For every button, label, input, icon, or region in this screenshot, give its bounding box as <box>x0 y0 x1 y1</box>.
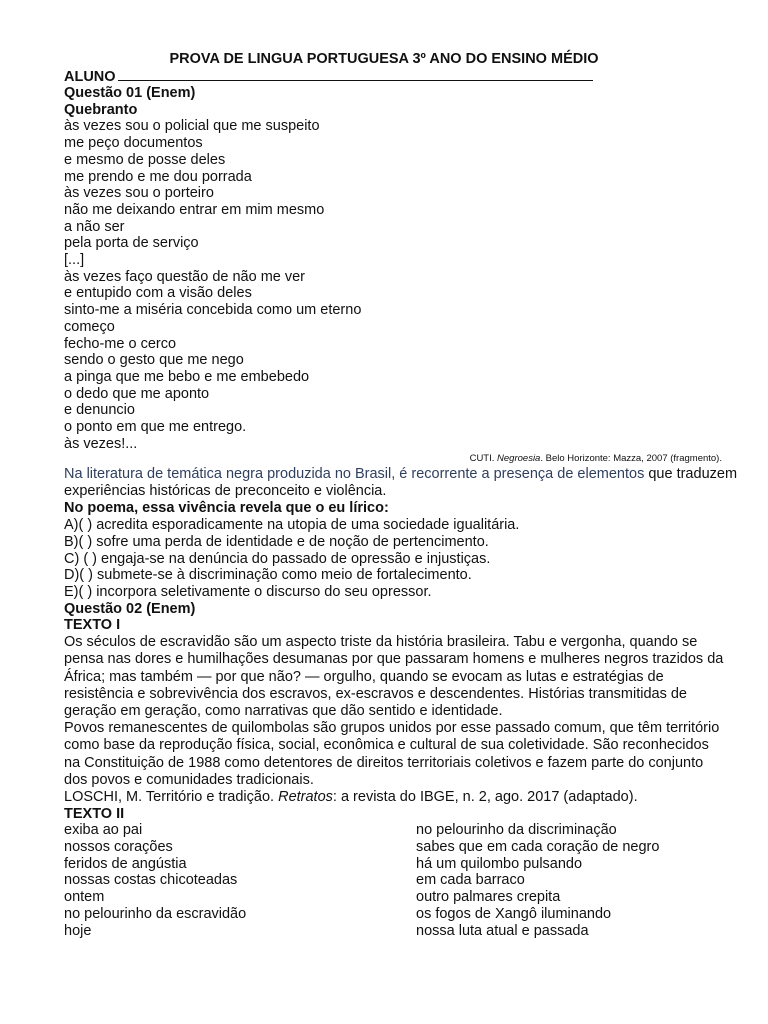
poem-line: feridos de angústia <box>64 855 187 872</box>
answer-option-a: A)( ) acredita esporadicamente na utopia de uma sociedade igualitária. <box>64 517 520 534</box>
poem-line: outro palmares crepita <box>416 889 561 906</box>
poem-line: às vezes sou o porteiro <box>64 185 214 202</box>
question-2-heading: Questão 02 (Enem) <box>64 600 196 617</box>
texto-2-right-column <box>416 822 736 939</box>
answer-option-c: C) ( ) engaja-se na denúncia do passado de opressão e injustiças. <box>64 550 491 567</box>
poem-line: e entupido com a visão deles <box>64 285 252 302</box>
poem-line: às vezes faço questão de não me ver <box>64 268 306 285</box>
texto-2-poem <box>64 822 744 939</box>
question-1-prompt: No poema, essa vivência revela que o eu lírico: <box>64 500 389 517</box>
poem-line: sendo o gesto que me nego <box>64 352 244 369</box>
source-work-title: Negroesia <box>497 453 541 465</box>
poem-line: me prendo e me dou porrada <box>64 168 252 185</box>
texto-1-source: LOSCHI, M. Território e tradição. Retratos: a revista do IBGE, n. 2, ago. 2017 (adaptado). <box>64 788 638 805</box>
poem-line: [...] <box>64 252 85 269</box>
poem-line: os fogos de Xangô iluminando <box>416 905 612 922</box>
poem-line: me peço documentos <box>64 135 203 152</box>
answer-option-d: D)( ) submete-se à discriminação como meio de fortalecimento. <box>64 567 472 584</box>
document-body <box>64 68 744 939</box>
answer-options <box>64 517 744 601</box>
poem-line: ontem <box>64 889 105 906</box>
poem-line: há um quilombo pulsando <box>416 855 583 872</box>
poem-line: começo <box>64 318 115 335</box>
poem-line: a não ser <box>64 218 125 235</box>
poem-line: às vezes!... <box>64 435 138 452</box>
poem-line: fecho-me o cerco <box>64 335 177 352</box>
poem-line: pela porta de serviço <box>64 235 199 252</box>
poem-source: CUTI. Negroesia. Belo Horizonte: Mazza, 2007 (fragmento). <box>469 453 722 465</box>
student-name-field <box>64 68 744 85</box>
poem-line: sinto-me a miséria concebida como um eterno <box>64 302 362 319</box>
answer-option-e: E)( ) incorpora seletivamente o discurso do seu opressor. <box>64 583 432 600</box>
poem-line: o ponto em que me entrego. <box>64 419 247 436</box>
texto-2-label: TEXTO II <box>64 805 125 822</box>
poem-line: sabes que em cada coração de negro <box>416 839 660 856</box>
texto-1-paragraph-2: Povos remanescentes de quilombolas são grupos unidos por esse passado comum, que têm território como base da reprodução física, social, econômica e cultural de sua coletividade. São reconhecidos na Constituição de 1988 como detentores de direitos territoriais coletivos e fazem parte do conjunto dos povos e comunidades tradicionais. <box>64 720 720 788</box>
poem-line: a pinga que me bebo e me embebedo <box>64 368 310 385</box>
texto-2-left-column <box>64 822 416 939</box>
student-name-label: ALUNO <box>64 69 116 85</box>
texto-1-label: TEXTO I <box>64 617 121 634</box>
poem-line: nossa luta atual e passada <box>416 922 589 939</box>
poem-line: nossos corações <box>64 839 173 856</box>
answer-option-b: B)( ) sofre uma perda de identidade e de noção de pertencimento. <box>64 533 489 550</box>
page-title: PROVA DE LINGUA PORTUGUESA 3º ANO DO ENSINO MÉDIO <box>169 51 599 67</box>
intro-highlight: Na literatura de temática negra produzida no Brasil, é recorrente a presença de elementos <box>64 466 645 483</box>
poem-line: hoje <box>64 922 92 939</box>
student-name-line <box>118 68 593 81</box>
poem-line: exiba ao pai <box>64 822 143 839</box>
poem-line: e denuncio <box>64 402 135 419</box>
poem-line: em cada barraco <box>416 872 525 889</box>
poem-title: Quebranto <box>64 101 138 118</box>
source-magazine-title: Retratos <box>278 788 333 805</box>
poem-line: no pelourinho da discriminação <box>416 822 617 839</box>
poem-line: no pelourinho da escravidão <box>64 905 247 922</box>
poem-line: nossas costas chicoteadas <box>64 872 238 889</box>
poem-line: não me deixando entrar em mim mesmo <box>64 201 325 218</box>
poem <box>64 118 744 452</box>
texto-1-paragraph-1: Os séculos de escravidão são um aspecto triste da história brasileira. Tabu e vergonha, quando se pensa nas dores e humilhações desumanas por que passaram homens e mulheres negros trazidos da África; mas também — por que não? — orgulho, quando se evocam as lutas e estratégias de resistência e sobrevivência dos escravos, ex-escravos e descendentes. Histórias transmitidas de geração em geração, como narrativas que dão sentido e identidade. <box>64 634 724 719</box>
question-1-heading: Questão 01 (Enem) <box>64 85 196 101</box>
poem-line: o dedo que me aponto <box>64 385 210 402</box>
question-1-intro: Na literatura de temática negra produzida no Brasil, é recorrente a presença de elementos que traduzem experiências históricas de preconceito e violência. <box>64 466 738 500</box>
poem-line: às vezes sou o policial que me suspeito <box>64 118 320 135</box>
poem-line: e mesmo de posse deles <box>64 151 226 168</box>
